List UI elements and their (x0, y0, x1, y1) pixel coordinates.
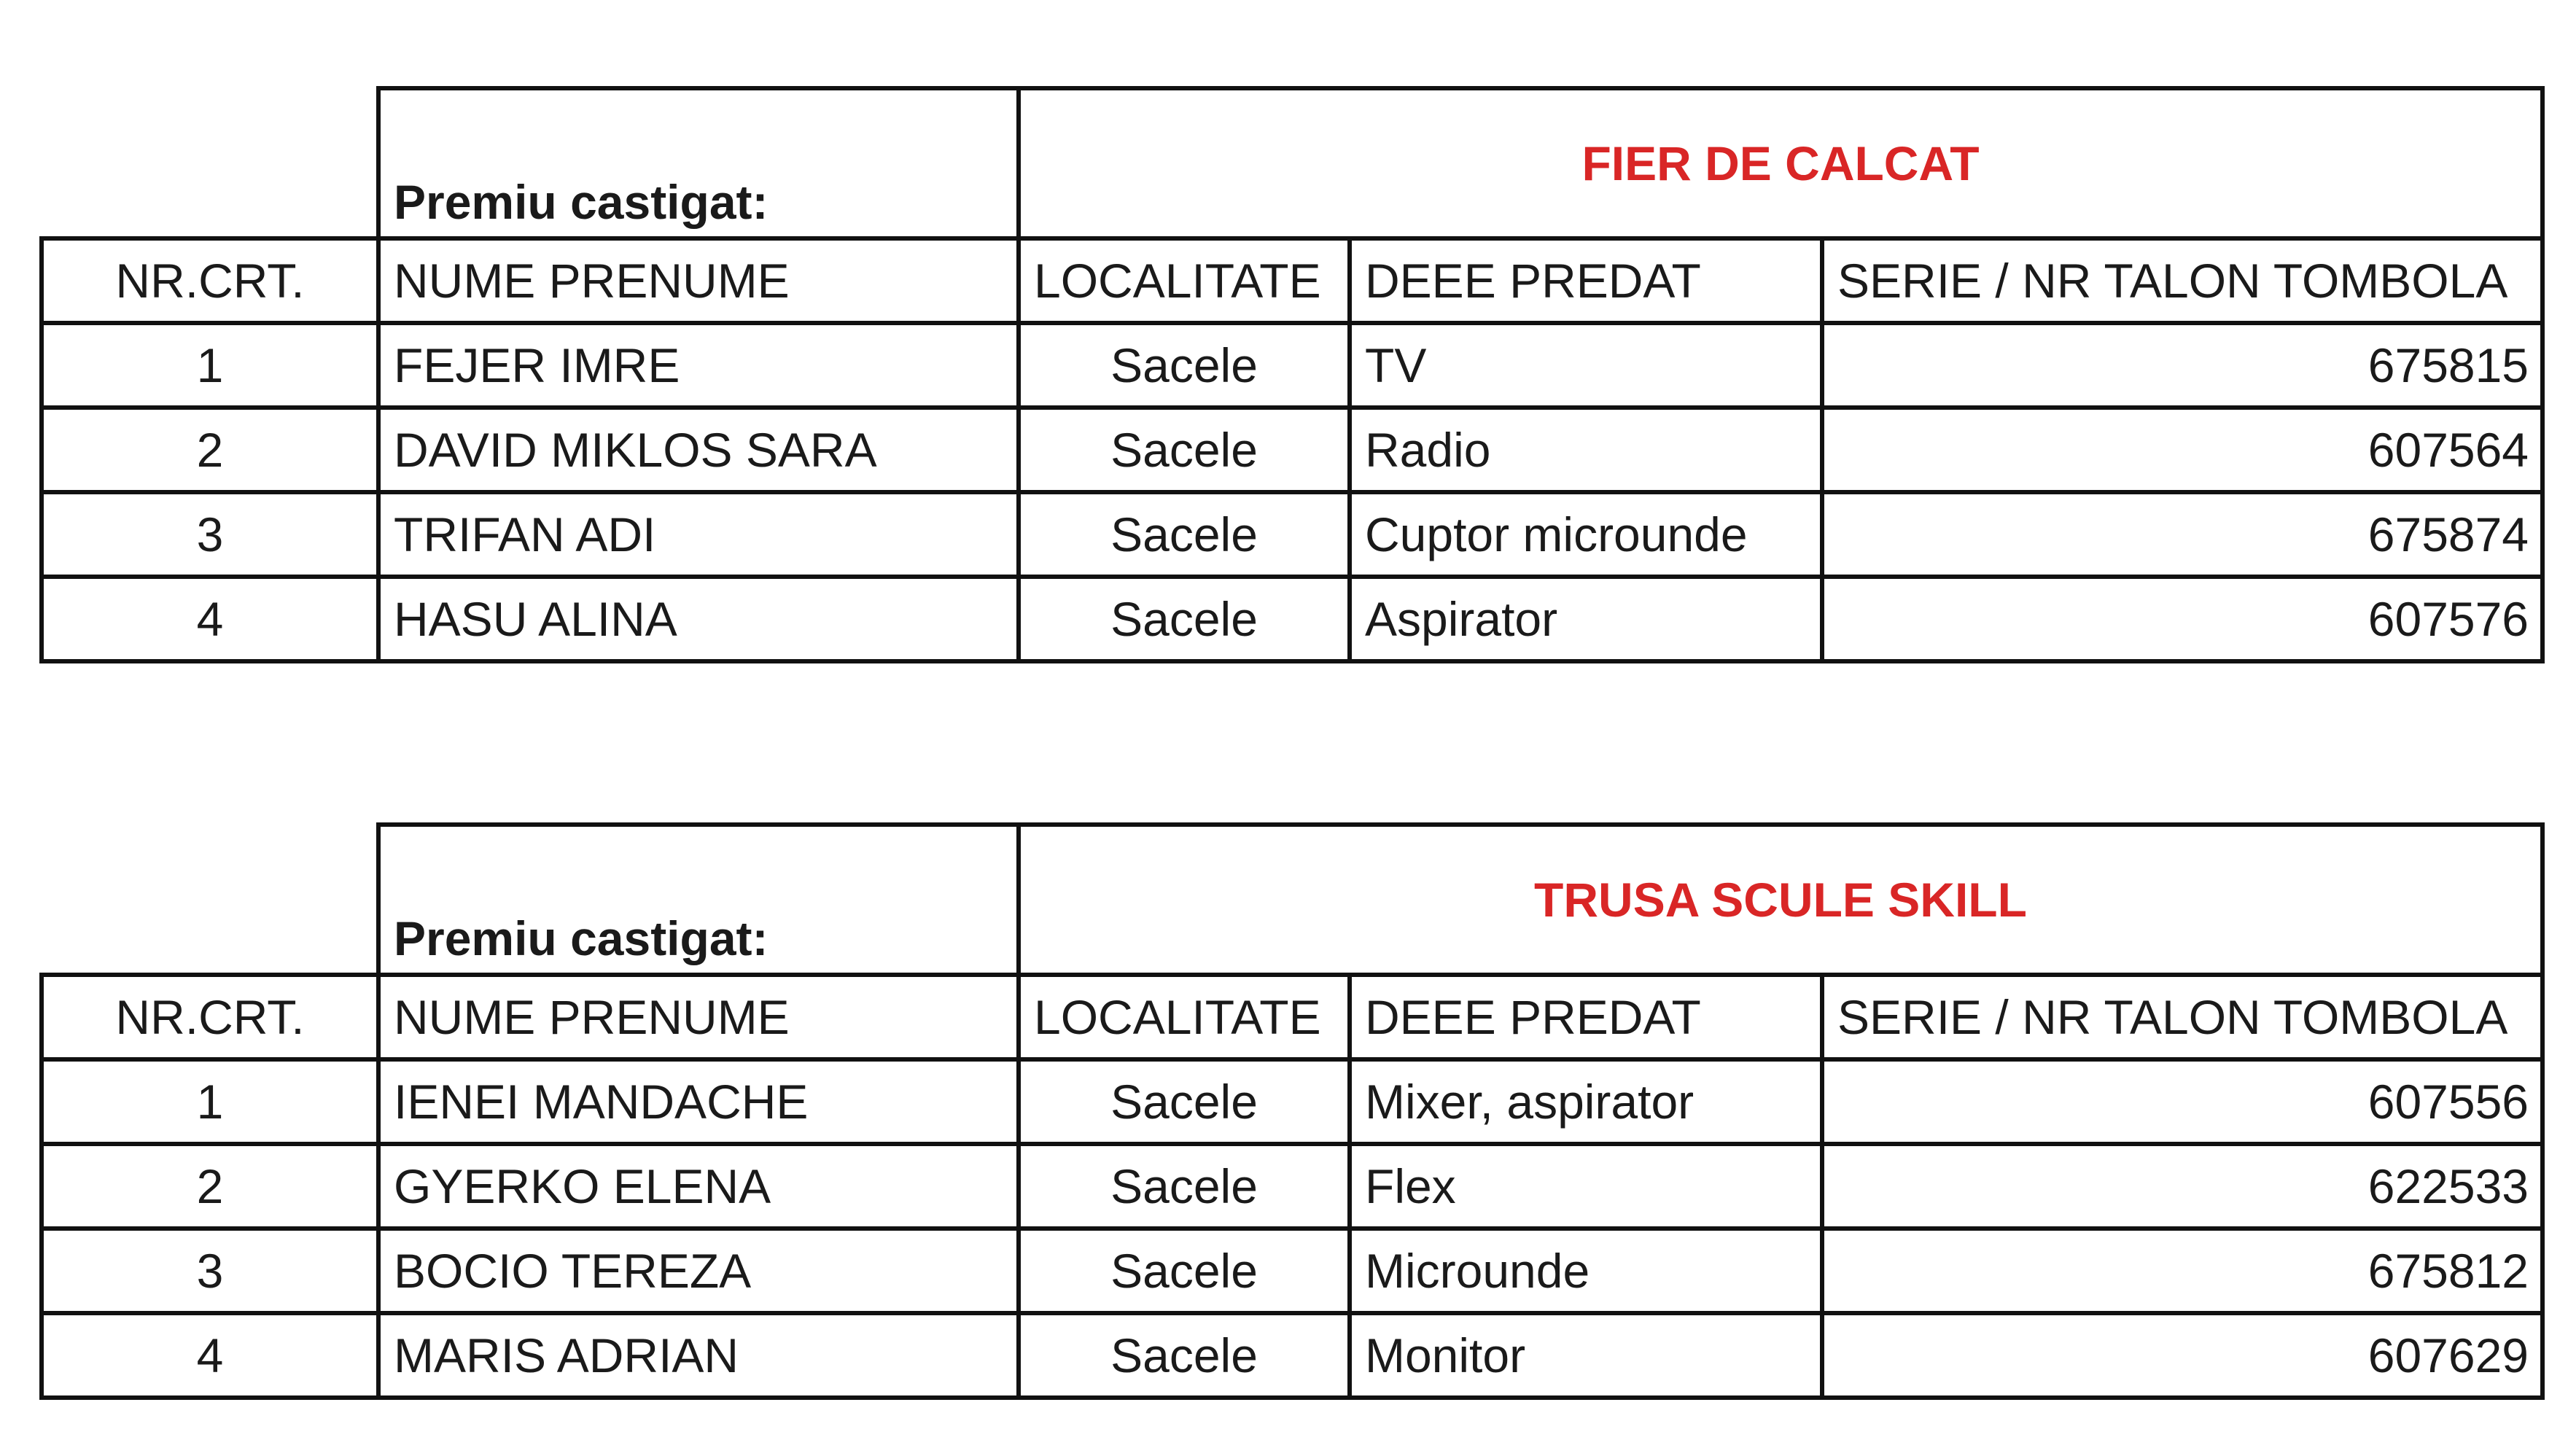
cell-locality: Sacele (1019, 1059, 1350, 1144)
cell-deee: Radio (1350, 408, 1822, 492)
cell-locality: Sacele (1019, 577, 1350, 661)
header-name: NUME PRENUME (378, 975, 1019, 1059)
header-name: NUME PRENUME (378, 238, 1019, 323)
header-deee: DEEE PREDAT (1350, 238, 1822, 323)
prize-label: Premiu castigat: (378, 88, 1019, 238)
cell-serie: 607564 (1822, 408, 2542, 492)
cell-name: FEJER IMRE (378, 323, 1019, 408)
cell-deee: Flex (1350, 1144, 1822, 1229)
cell-locality: Sacele (1019, 323, 1350, 408)
cell-nr: 4 (42, 1313, 378, 1398)
cell-name: GYERKO ELENA (378, 1144, 1019, 1229)
header-serie: SERIE / NR TALON TOMBOLA (1822, 238, 2542, 323)
table-row (42, 492, 2542, 577)
empty-corner-cell (42, 825, 378, 975)
cell-serie: 622533 (1822, 1144, 2542, 1229)
cell-nr: 2 (42, 1144, 378, 1229)
header-locality: LOCALITATE (1019, 238, 1350, 323)
table-row (42, 1313, 2542, 1398)
prize-row (42, 88, 2542, 238)
cell-nr: 4 (42, 577, 378, 661)
cell-serie: 607629 (1822, 1313, 2542, 1398)
table-row (42, 1229, 2542, 1313)
cell-serie: 675815 (1822, 323, 2542, 408)
cell-locality: Sacele (1019, 492, 1350, 577)
cell-name: IENEI MANDACHE (378, 1059, 1019, 1144)
cell-serie: 607576 (1822, 577, 2542, 661)
table-row (42, 408, 2542, 492)
table-row (42, 577, 2542, 661)
cell-locality: Sacele (1019, 1229, 1350, 1313)
cell-name: DAVID MIKLOS SARA (378, 408, 1019, 492)
empty-corner-cell (42, 88, 378, 238)
cell-deee: Cuptor microunde (1350, 492, 1822, 577)
table-row (42, 1059, 2542, 1144)
cell-nr: 1 (42, 323, 378, 408)
cell-serie: 607556 (1822, 1059, 2542, 1144)
header-row (42, 975, 2542, 1059)
cell-locality: Sacele (1019, 408, 1350, 492)
cell-nr: 3 (42, 1229, 378, 1313)
cell-serie: 675874 (1822, 492, 2542, 577)
cell-deee: Monitor (1350, 1313, 1822, 1398)
prize-name: TRUSA SCULE SKILL (1019, 825, 2542, 975)
header-nr: NR.CRT. (42, 238, 378, 323)
cell-serie: 675812 (1822, 1229, 2542, 1313)
cell-deee: Mixer, aspirator (1350, 1059, 1822, 1144)
cell-name: BOCIO TEREZA (378, 1229, 1019, 1313)
cell-name: MARIS ADRIAN (378, 1313, 1019, 1398)
header-nr: NR.CRT. (42, 975, 378, 1059)
cell-locality: Sacele (1019, 1144, 1350, 1229)
prize-label: Premiu castigat: (378, 825, 1019, 975)
cell-deee: TV (1350, 323, 1822, 408)
cell-nr: 3 (42, 492, 378, 577)
cell-deee: Aspirator (1350, 577, 1822, 661)
prize-row (42, 825, 2542, 975)
cell-name: HASU ALINA (378, 577, 1019, 661)
prize-table-1 (39, 86, 2545, 663)
table-row (42, 1144, 2542, 1229)
cell-deee: Microunde (1350, 1229, 1822, 1313)
cell-nr: 2 (42, 408, 378, 492)
cell-name: TRIFAN ADI (378, 492, 1019, 577)
table-row (42, 323, 2542, 408)
prize-table-2 (39, 822, 2545, 1400)
header-row (42, 238, 2542, 323)
header-deee: DEEE PREDAT (1350, 975, 1822, 1059)
header-locality: LOCALITATE (1019, 975, 1350, 1059)
header-serie: SERIE / NR TALON TOMBOLA (1822, 975, 2542, 1059)
cell-nr: 1 (42, 1059, 378, 1144)
prize-name: FIER DE CALCAT (1019, 88, 2542, 238)
cell-locality: Sacele (1019, 1313, 1350, 1398)
